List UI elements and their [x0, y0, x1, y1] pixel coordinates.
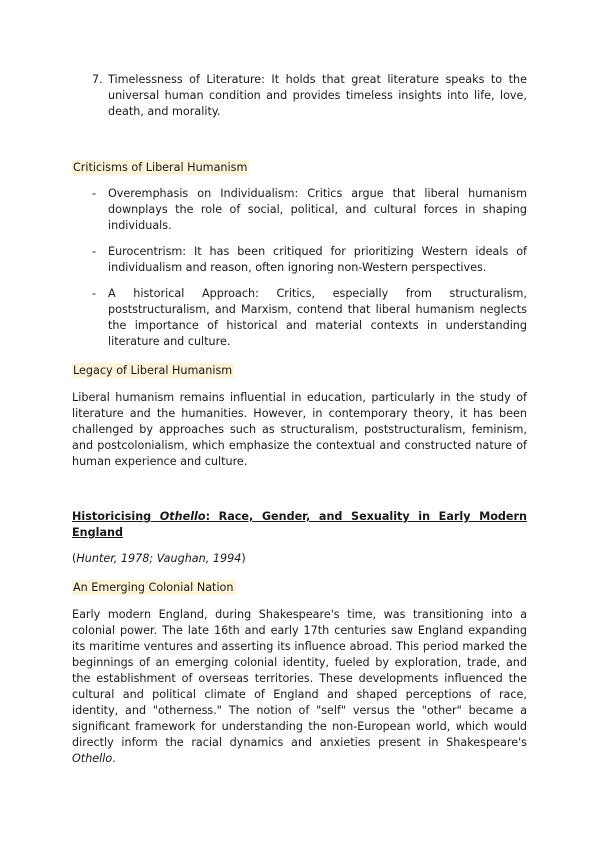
list-item: [92, 186, 527, 234]
list-number: 7.: [92, 73, 103, 86]
legacy-heading: [72, 363, 234, 379]
legacy-paragraph: Liberal humanism remains influential in education, particularly in the study of literature and the humanities. However, in contemporary theory, it has been challenged by approaches such as structuralism, poststructuralism, feminism, and postcolonialism, which emphasize the contextual and constructed nature of human experience and culture.: [72, 391, 527, 468]
title-suffix: : Race, Gender, and Sexuality in Early Modern England: [72, 510, 528, 539]
list-item-text: Eurocentrism: It has been critiqued for prioritizing Western ideals of individualism and reason, often ignoring non-Western perspectives.: [108, 245, 527, 274]
citation: (Hunter, 1978; Vaughan, 1994): [72, 552, 246, 565]
colonial-heading: [72, 580, 236, 596]
play-title: Othello: [72, 752, 113, 765]
citation-text: Hunter, 1978; Vaughan, 1994: [76, 552, 242, 565]
dash-bullet: -: [92, 245, 97, 258]
section-heading-label: Legacy of Liberal Humanism: [73, 364, 233, 377]
dash-bullet: -: [92, 187, 97, 200]
list-item-text: A historical Approach: Critics, especially from structuralism, poststructuralism, and Marxism, contend that liberal humanism neglects the importance of historical and material contexts in understanding literature and culture.: [108, 287, 527, 348]
section-title: [72, 509, 527, 541]
colonial-paragraph: Early modern England, during Shakespeare's time, was transitioning into a colonial power. The late 16th and early 17th centuries saw England expanding its maritime ventures and asserting its influence abroad. This period marked the beginnings of an emerging colonial identity, fueled by exploration, trade, and the establishment of overseas territories. These developments influenced the cultural and political climate of England and shaped perceptions of race, identity, and "otherness." The notion of "self" versus the "other" became a significant framework for understanding the non-European world, which would directly inform the racial dynamics and anxieties present in Shakespeare's Othello.: [72, 608, 527, 765]
title-italic: Othello: [159, 510, 206, 523]
criticisms-list: [92, 186, 527, 360]
section-heading-label: Criticisms of Liberal Humanism: [73, 161, 248, 174]
criticisms-heading: [72, 160, 249, 176]
list-item-text: Timelessness of Literature: It holds that great literature speaks to the universal human condition and provides timeless insights into life, love, death, and morality.: [108, 73, 527, 118]
section-heading-label: An Emerging Colonial Nation: [73, 581, 234, 594]
list-item-text: Overemphasis on Individualism: Critics argue that liberal humanism downplays the role of social, political, and cultural forces in shaping individuals.: [108, 187, 527, 232]
list-item: [92, 244, 527, 276]
list-item-7: [92, 72, 527, 120]
dash-bullet: -: [92, 287, 97, 300]
list-item: [92, 286, 527, 350]
title-prefix: Historicising: [72, 510, 160, 523]
